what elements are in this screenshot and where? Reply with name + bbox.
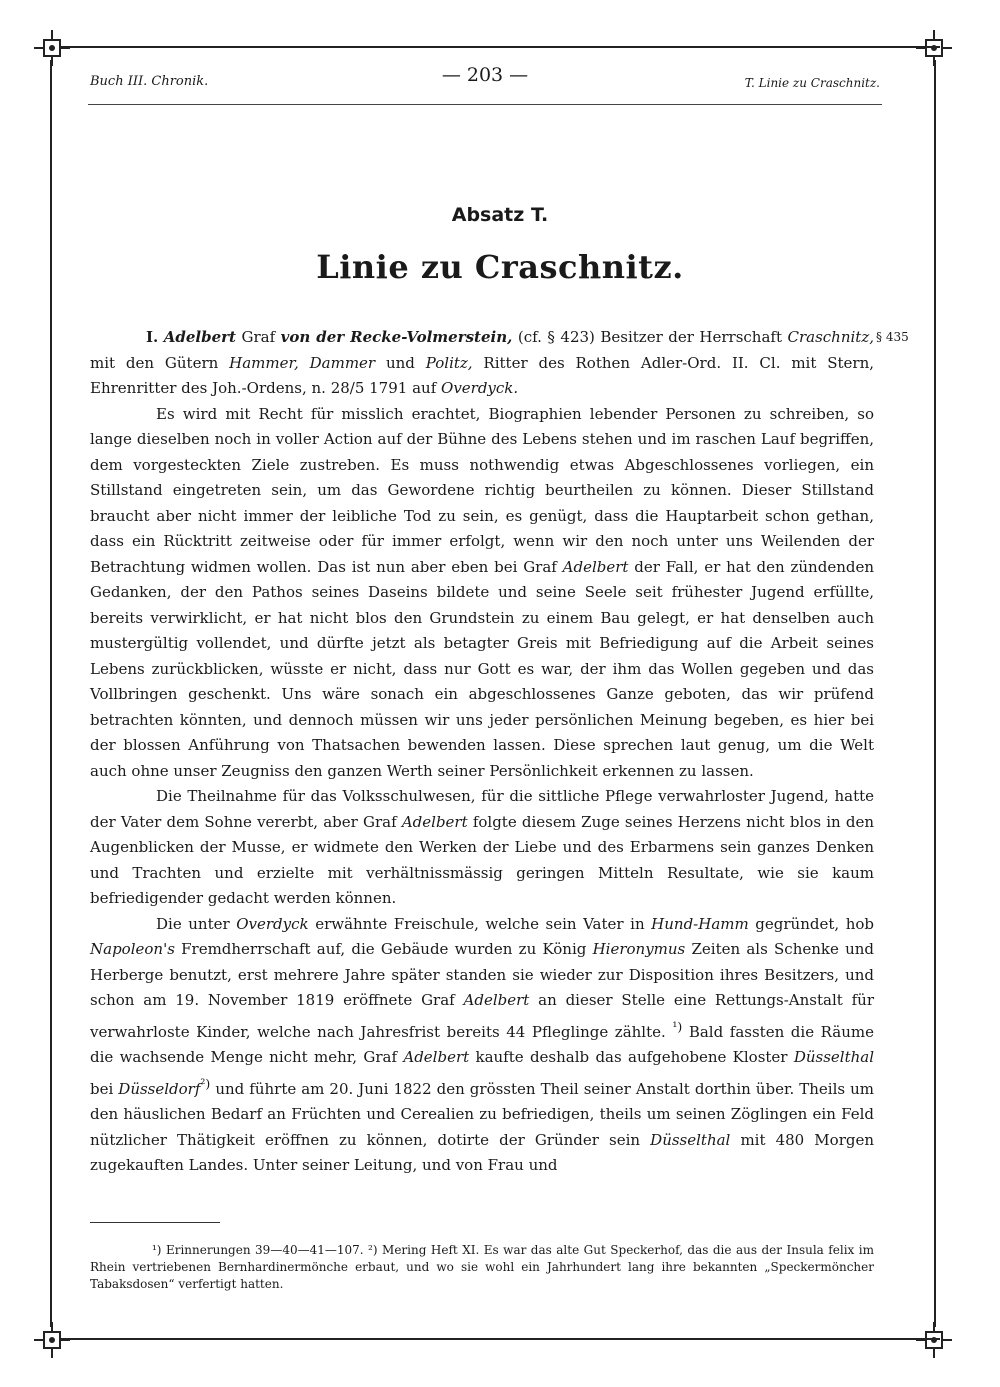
ornament-corner-top-right-icon xyxy=(912,26,956,70)
paragraph-4: Die unter Overdyck erwähnte Freischule, welche sein Vater in Hund-Hamm gegründet, hob Napoleon's Fremdherrschaft auf, die Gebäude wurden zu König Hieronymus Zeiten als Schenke und Herberge benutzt, erst mehrere Jahre später standen sie wieder zur Disposition ihres Besitzers, und schon am 19. November 1819 eröffnete Graf Adelbert an dieser Stelle eine Rettungs-Anstalt für verwahrloste Kinder, welche nach Jahresfrist bereits 44 Pfleglinge zählte. $^{^1)}$ Bald fassten die Räume die wachsende Menge nicht mehr, Graf Adelbert kaufte deshalb das aufgehobene Kloster Düsselthal bei Düsseldorf$^{^2)}$ und führte am 20. Juni 1822 den grössten Theil seiner Anstalt dorthin über. Theils um den häuslichen Bedarf an Früchten und Cerealien zu befriedigen, theils um seinen Zöglingen ein Feld nützlicher Thätigkeit eröffnen zu können, dotirte der Gründer sein Düsselthal mit 480 Morgen zugekauften Landes. Unter seiner Leitung, und von Frau und xyxy=(90,914,875,1174)
person-name: Adelbert xyxy=(163,328,236,346)
ornament-corner-bottom-left-icon xyxy=(30,1318,74,1362)
ornament-corner-top-left-icon xyxy=(30,26,74,70)
footnote-ref-2: ²) xyxy=(200,1075,211,1091)
birth-date: 28/5 xyxy=(330,379,365,397)
family-name: von der Recke-Volmerstein, xyxy=(280,328,513,346)
section-title: Linie zu Craschnitz. xyxy=(316,248,684,286)
body-text xyxy=(90,325,874,1179)
section-label: Absatz T. xyxy=(451,204,549,226)
entry-number: I. xyxy=(146,328,159,346)
margin-note: § 435 xyxy=(876,330,909,344)
header-rule xyxy=(88,104,882,105)
frame-top-line xyxy=(60,46,940,48)
frame-bottom-line xyxy=(60,1338,940,1340)
footnote-text: ¹) Erinnerungen 39—40—41—107. ²) Mering Heft XI. Es war das alte Gut Speckerhof, das die aus der Insula felix im Rhein vertriebenen Bernhardinermönche erbaut, und wo sie wohl ein Jahrhundert lang ihre bekannten „Speckermöncher Tabaksdosen“ verfertigt hatten. xyxy=(90,1243,874,1291)
ornament-corner-bottom-right-icon xyxy=(912,1318,956,1362)
running-header xyxy=(90,64,880,94)
page-number: — 203 — xyxy=(441,64,529,86)
footnote-ref-1: ¹) xyxy=(672,1018,683,1034)
paragraph-3: Die Theilnahme für das Volksschulwesen, für die sittliche Pflege verwahrloster Jugend, hatte der Vater dem Sohne vererbt, aber Graf Adelbert folgte diesem Zuge seines Herzens nicht blos in den Augenblicken der Musse, er widmete den Werken der Liebe und des Erbarmens sein ganzes Denken und Trachten und erzielte mit verhältnissmässig geringen Mitteln Resultate, wie sie kaum befriedigender gedacht werden können. xyxy=(90,787,874,907)
header-book-chapter: Buch III. Chronik. xyxy=(90,74,209,89)
header-section-title: T. Linie zu Craschnitz. xyxy=(744,76,880,90)
paragraph-2: Es wird mit Recht für misslich erachtet, Biographien lebender Personen zu schreiben, so lange dieselben noch in voller Action auf der Bühne des Lebens stehen und im raschen Lauf begriffen, dem vorgesteckten Ziele zustreben. Es muss nothwendig etwas Abgeschlossenes vorliegen, ein Stillstand eingetreten sein, um das Gewordene richtig beurtheilen zu können. Dieser Stillstand braucht aber nicht immer der leibliche Tod zu sein, es genügt, dass die Hauptarbeit schon gethan, dass ein Rücktritt zeitweise oder für immer erfolgt, wenn wir den noch unter uns Weilenden der Betrachtung widmen wollen. Das ist nun aber eben bei Graf Adelbert der Fall, er hat den zündenden Gedanken, der den Pathos seines Daseins bildete und seine Seele seit frühester Jugend erfüllte, bereits verwirklicht, er hat nicht blos den Grundstein zu einem Bau gelegt, er hat denselben auch mustergültig vollendet, und dürfte jetzt als betagter Greis mit Befriedigung auf die Arbeit seines Lebens zurückblicken, wüsste er nicht, dass nur Gott es war, der ihm das Wollen gegeben und das Vollbringen geschenkt. Uns wäre sonach ein abgeschlossenes Ganze geboten, das wir prüfend betrachten könnten, und dennoch müssen wir uns jeder persönlichen Meinung begeben, es hier bei der blossen Anführung von Thatsachen bewenden lassen. Diese sprechen laut genug, um die Welt auch ohne unser Zeugniss den ganzen Werth seiner Persönlichkeit erkennen zu lassen. xyxy=(90,404,874,780)
footnotes xyxy=(90,1242,874,1293)
paragraph-1: I. Adelbert Graf von der Recke-Volmerstein, (cf. § 423) Besitzer der Herrschaft Craschnitz, mit den Gütern Hammer, Dammer und Politz, Ritter des Rothen Adler-Ord. II. Cl. mit Stern, Ehrenritter des Joh.-Ordens, n. 28/5 1791 auf Overdyck. xyxy=(90,328,875,397)
footnote-rule xyxy=(90,1222,220,1223)
